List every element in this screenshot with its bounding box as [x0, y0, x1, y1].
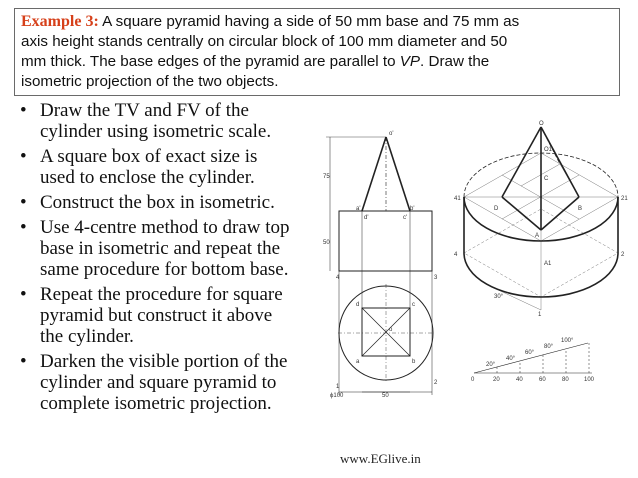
label-plan-o: o: [389, 327, 393, 333]
bullet-icon: •: [20, 284, 27, 305]
procedure-step-line: cylinder and square pyramid to: [40, 372, 277, 393]
label-3: 3: [434, 275, 438, 281]
label-4: 4: [336, 275, 340, 281]
scale-angle-40: 40°: [506, 356, 516, 362]
example-label: Example 3:: [21, 13, 99, 30]
isometric-scale: [471, 338, 595, 383]
front-view: [323, 131, 432, 395]
procedure-step-line: the cylinder.: [40, 326, 134, 347]
statement-line-1: A square pyramid having a side of 50 mm base and 75 mm as: [98, 13, 520, 30]
fv-cylinder-rect: [339, 211, 432, 271]
bullet-icon: •: [20, 100, 27, 121]
statement-vp: VP: [399, 53, 421, 70]
label-iso-2: 2: [621, 252, 625, 258]
label-iso-B: B: [578, 206, 583, 212]
statement-line-2: axis height stands centrally on circular block of 100 mm diameter and 50: [21, 33, 508, 50]
procedure-step-line: cylinder using isometric scale.: [40, 121, 272, 142]
iso-pyr-base-ab: [541, 197, 579, 230]
statement-line-3a: mm thick. The base edges of the pyramid are parallel to: [21, 53, 400, 70]
fv-pyramid-edge-right: [386, 137, 410, 211]
label-iso-21: 21: [621, 196, 628, 202]
label-plan-d: d: [356, 302, 360, 308]
top-view: [330, 275, 438, 399]
label-dim-50-plan: 50: [382, 393, 389, 399]
scale-tick-20: 20: [493, 377, 500, 383]
iso-pyr-base-da: [502, 197, 541, 230]
label-b-prime: b': [410, 206, 415, 212]
label-2: 2: [434, 380, 438, 386]
procedure-step-line: used to enclose the cylinder.: [40, 167, 255, 188]
label-1: 1: [336, 384, 340, 390]
scale-angle-100: 100°: [561, 338, 574, 344]
bullet-icon: •: [20, 192, 27, 213]
label-iso-O1: O1: [544, 147, 553, 153]
procedure-step-line: Darken the visible portion of the: [40, 351, 288, 372]
website-link[interactable]: www.EGlive.in: [340, 451, 421, 466]
label-iso-O: O: [539, 121, 544, 127]
bullet-icon: •: [20, 351, 27, 372]
isometric-view: [454, 121, 628, 318]
label-iso-30: 30°: [494, 294, 504, 300]
procedure-step-line: A square box of exact size is: [40, 146, 258, 167]
bullet-icon: •: [20, 146, 27, 167]
procedure-step-line: Use 4-centre method to draw top: [40, 217, 290, 238]
label-dim-50: 50: [323, 240, 330, 246]
bullet-icon: •: [20, 217, 27, 238]
label-d-prime: d': [364, 215, 369, 221]
label-plan-c: c: [412, 302, 415, 308]
fv-pyramid-edge-left: [362, 137, 386, 211]
procedure-step-line: Draw the TV and FV of the: [40, 100, 249, 121]
label-iso-1: 1: [538, 312, 542, 318]
procedure-step-line: same procedure for bottom base.: [40, 259, 289, 280]
scale-tick-80: 80: [562, 377, 569, 383]
statement-line-3b: . Draw the: [420, 53, 490, 70]
label-dia-100: ϕ100: [330, 393, 344, 399]
procedure-step-line: pyramid but construct it above: [40, 305, 273, 326]
procedure-step-line: base in isometric and repeat the: [40, 238, 281, 259]
label-dim-75: 75: [323, 174, 330, 180]
label-iso-A: A: [535, 233, 540, 239]
label-a-prime: a': [356, 206, 361, 212]
scale-tick-0: 0: [471, 377, 475, 383]
label-plan-a: a: [356, 359, 360, 365]
label-iso-D: D: [494, 206, 499, 212]
scale-angled-line: [474, 343, 588, 373]
label-plan-b: b: [412, 359, 416, 365]
label-iso-4: 4: [454, 252, 458, 258]
procedure-step-line: complete isometric projection.: [40, 393, 272, 414]
scale-tick-40: 40: [516, 377, 523, 383]
procedure-step-line: Repeat the procedure for square: [40, 284, 283, 305]
scale-angle-80: 80°: [544, 344, 554, 350]
iso-pyr-edge-d: [502, 127, 541, 197]
label-c-prime: c': [403, 215, 408, 221]
procedure-step-line: Construct the box in isometric.: [40, 192, 275, 213]
scale-tick-60: 60: [539, 377, 546, 383]
scale-angle-60: 60°: [525, 350, 535, 356]
label-o-prime: o': [389, 131, 394, 137]
label-iso-A1: A1: [544, 261, 552, 267]
iso-pyr-edge-b: [541, 127, 579, 197]
scale-angle-20: 20°: [486, 362, 496, 368]
statement-line-4: isometric projection of the two objects.: [21, 73, 279, 90]
label-iso-41: 41: [454, 196, 461, 202]
scale-tick-100: 100: [584, 377, 595, 383]
label-iso-C: C: [544, 176, 549, 182]
